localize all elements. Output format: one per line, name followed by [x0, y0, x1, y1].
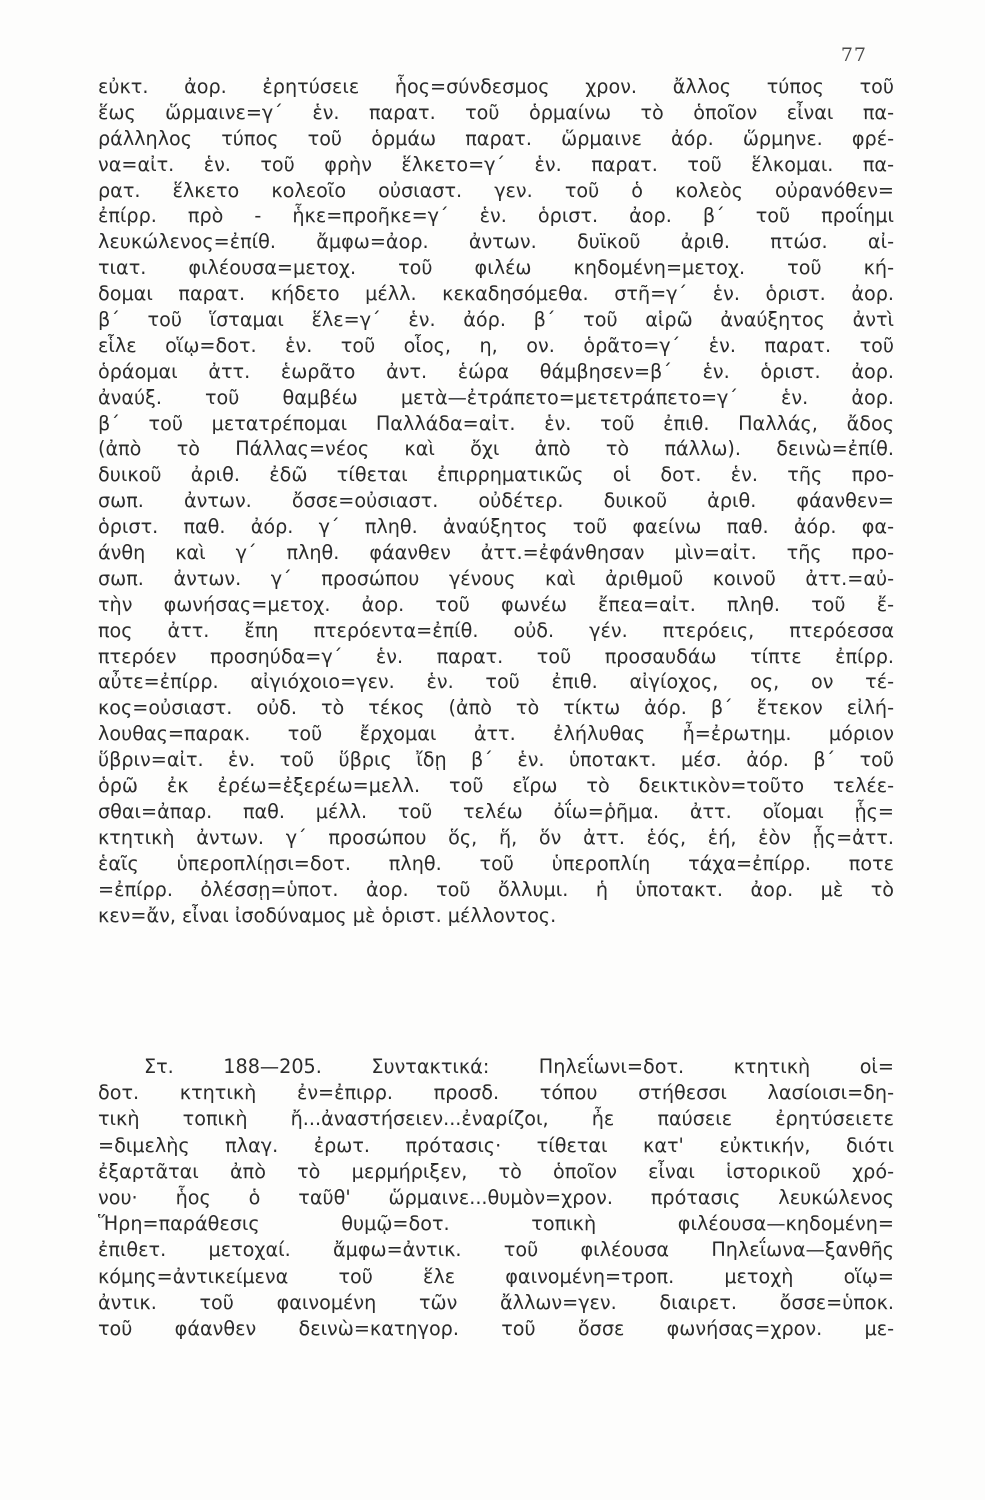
commentary-paragraph — [98, 74, 894, 928]
text-line: πτερόεν προσηύδα=γ΄ ἑν. παρατ. τοῦ προσαυδάω τίπτε ἐπίρρ. — [98, 644, 894, 668]
text-line: (ἀπὸ τὸ Πάλλας=νέος καὶ ὄχι ἀπὸ τὸ πάλλω). δεινὼ=ἐπίθ. — [98, 437, 894, 461]
text-line: ὕβριν=αἰτ. ἑν. τοῦ ὕβρις ἴδῃ β΄ ἑν. ὑποτακτ. μέσ. ἀόρ. β΄ τοῦ — [98, 748, 894, 772]
text-line: ἐπίρρ. πρὸ - ἧκε=προῆκε=γ΄ ἑν. ὁριστ. ἀορ. β΄ τοῦ προΐημι — [98, 204, 894, 228]
page-number: 77 — [840, 44, 867, 66]
text-line: δομαι παρατ. κήδετο μέλλ. κεκαδησόμεθα. στῆ=γ΄ ἑν. ὁριστ. ἀορ. — [98, 282, 894, 306]
text-line: ἀντικ. τοῦ φαινομένη τῶν ἄλλων=γεν. διαιρετ. ὄσσε=ὑποκ. — [98, 1290, 894, 1314]
text-line: δοτ. κτητικὴ ἐν=ἐπιρρ. προσδ. τόπου στήθεσσι λασίοισι=δη- — [98, 1081, 894, 1105]
text-line: β΄ τοῦ ἵσταμαι ἕλε=γ΄ ἑν. ἀόρ. β΄ τοῦ αἱρῶ ἀναύξητος ἀντὶ — [98, 308, 894, 332]
text-line: ἐξαρτᾶται ἀπὸ τὸ μερμήριξεν, τὸ ὁποῖον εἶναι ἱστορικοῦ χρό- — [98, 1159, 894, 1183]
text-line: δυικοῦ ἀριθ. ἐδῶ τίθεται ἐπιρρηματικῶς οἱ δοτ. ἑν. τῆς προ- — [98, 463, 894, 487]
text-line: αὖτε=ἐπίρρ. αἰγιόχοιο=γεν. ἑν. τοῦ ἐπιθ. αἰγίοχος, ος, ον τέ- — [98, 670, 894, 694]
text-line: εὐκτ. ἀορ. ἐρητύσειε ἧος=σύνδεσμος χρον. ἄλλος τύπος τοῦ — [98, 75, 894, 98]
syntax-paragraph — [98, 1054, 894, 1342]
text-line: ὁράομαι ἀττ. ἑωρᾶτο ἀντ. ἑώρα θάμβησεν=β΄ ἑν. ὁριστ. ἀορ. — [98, 359, 894, 383]
text-line: νου· ἧος ὁ ταῦθ' ὥρμαινε...θυμὸν=χρον. πρότασις λευκώλενος — [98, 1185, 894, 1209]
text-line: πος ἀττ. ἔπη πτερόεντα=ἐπίθ. οὐδ. γέν. πτερόεις, πτερόεσσα — [98, 618, 894, 642]
text-line: ἑαῖς ὑπεροπλίῃσι=δοτ. πληθ. τοῦ ὑπεροπλίη τάχα=ἐπίρρ. ποτε — [98, 851, 894, 875]
text-line: κος=οὐσιαστ. οὐδ. τὸ τέκος (ἀπὸ τὸ τίκτω ἀόρ. β΄ ἔτεκον εἰλή- — [98, 696, 894, 720]
text-line: σθαι=ἀπαρ. παθ. μέλλ. τοῦ τελέω ὀΐω=ῥῆμα. ἀττ. οἴομαι ᾗς= — [98, 799, 894, 823]
text-line: Ἥρη=παράθεσις θυμῷ=δοτ. τοπικὴ φιλέουσα—κηδομένη= — [98, 1212, 894, 1236]
text-line: κτητικὴ ἀντων. γ΄ προσώπου ὅς, ἥ, ὅν ἀττ. ἑός, ἑή, ἑὸν ᾗς=ἀττ. — [98, 825, 894, 849]
text-line: άνθη καὶ γ΄ πληθ. φάανθεν ἀττ.=ἐφάνθησαν μὶν=αἰτ. τῆς προ- — [98, 541, 894, 565]
text-line: κόμης=ἀντικείμενα τοῦ ἕλε φαινομένη=τροπ. μετοχὴ οἵῳ= — [98, 1264, 894, 1288]
text-line: ρατ. ἕλκετο κολεοῖο οὐσιαστ. γεν. τοῦ ὁ κολεὸς οὐρανόθεν= — [98, 178, 894, 202]
text-line: β΄ τοῦ μετατρέπομαι Παλλάδα=αἰτ. ἑν. τοῦ ἐπιθ. Παλλάς, ἄδος — [98, 411, 894, 435]
text-line: ράλληλος τύπος τοῦ ὁρμάω παρατ. ὥρμαινε ἀόρ. ὥρμηνε. φρέ- — [98, 126, 894, 150]
text-line: τιατ. φιλέουσα=μετοχ. τοῦ φιλέω κηδομένη=μετοχ. τοῦ κή- — [98, 256, 894, 280]
text-line: =διμελὴς πλαγ. ἐρωτ. πρότασις· τίθεται κατ' εὐκτικήν, διότι — [98, 1133, 894, 1157]
text-line: ἐπιθετ. μετοχαί. ἄμφω=ἀντικ. τοῦ φιλέουσα Πηλεΐωνα—ξανθῆς — [98, 1238, 894, 1262]
text-line: τοῦ φάανθεν δεινὼ=κατηγορ. τοῦ ὄσσε φωνήσας=χρον. με- — [98, 1316, 894, 1340]
text-line: σωπ. ἀντων. γ΄ προσώπου γένους καὶ ἀριθμοῦ κοινοῦ ἀττ.=αὐ- — [98, 566, 894, 590]
text-line: ὁριστ. παθ. ἀόρ. γ΄ πληθ. ἀναύξητος τοῦ φαείνω παθ. ἀόρ. φα- — [98, 515, 894, 539]
text-line: Στ. 188—205. Συντακτικά: Πηλεΐωνι=δοτ. κτητικὴ οἱ= — [144, 1055, 894, 1078]
text-line: εἷλε οἵῳ=δοτ. ἑν. τοῦ οἷος, η, ον. ὁρᾶτο=γ΄ ἑν. παρατ. τοῦ — [98, 333, 894, 357]
text-line: λουθας=παρακ. τοῦ ἔρχομαι ἀττ. ἐλήλυθας ἦ=ἐρωτημ. μόριον — [98, 722, 894, 746]
text-line: τικὴ τοπικὴ ἤ...ἀναστήσειεν...ἐναρίζοι, ἦε παύσειε ἐρητύσειετε — [98, 1107, 894, 1131]
text-line: ὁρῶ ἐκ ἐρέω=ἐξερέω=μελλ. τοῦ εἴρω τὸ δεικτικὸν=τοῦτο τελέε- — [98, 774, 894, 798]
text-line: ἀναύξ. τοῦ θαμβέω μετὰ—ἐτράπετο=μετετράπετο=γ΄ ἑν. ἀορ. — [98, 385, 894, 409]
text-line: ἕως ὥρμαινε=γ΄ ἑν. παρατ. τοῦ ὁρμαίνω τὸ ὁποῖον εἶναι πα- — [98, 100, 894, 124]
text-line: τὴν φωνήσας=μετοχ. ἀορ. τοῦ φωνέω ἔπεα=αἰτ. πληθ. τοῦ ἔ- — [98, 592, 894, 616]
text-line: κεν=ἄν, εἶναι ἰσοδύναμος μὲ ὁριστ. μέλλοντος. — [98, 903, 557, 927]
text-line: να=αἰτ. ἑν. τοῦ φρὴν ἕλκετο=γ΄ ἑν. παρατ. τοῦ ἕλκομαι. πα- — [98, 152, 894, 176]
text-line: =ἐπίρρ. ὀλέσσῃ=ὑποτ. ἀορ. τοῦ ὄλλυμι. ἡ ὑποτακτ. ἀορ. μὲ τὸ — [98, 877, 894, 901]
text-line: σωπ. ἀντων. ὄσσε=οὐσιαστ. οὐδέτερ. δυικοῦ ἀριθ. φάανθεν= — [98, 489, 894, 513]
text-line: λευκώλενος=ἐπίθ. ἄμφω=ἀορ. ἀντων. δυϊκοῦ ἀριθ. πτώσ. αἰ- — [98, 230, 894, 254]
